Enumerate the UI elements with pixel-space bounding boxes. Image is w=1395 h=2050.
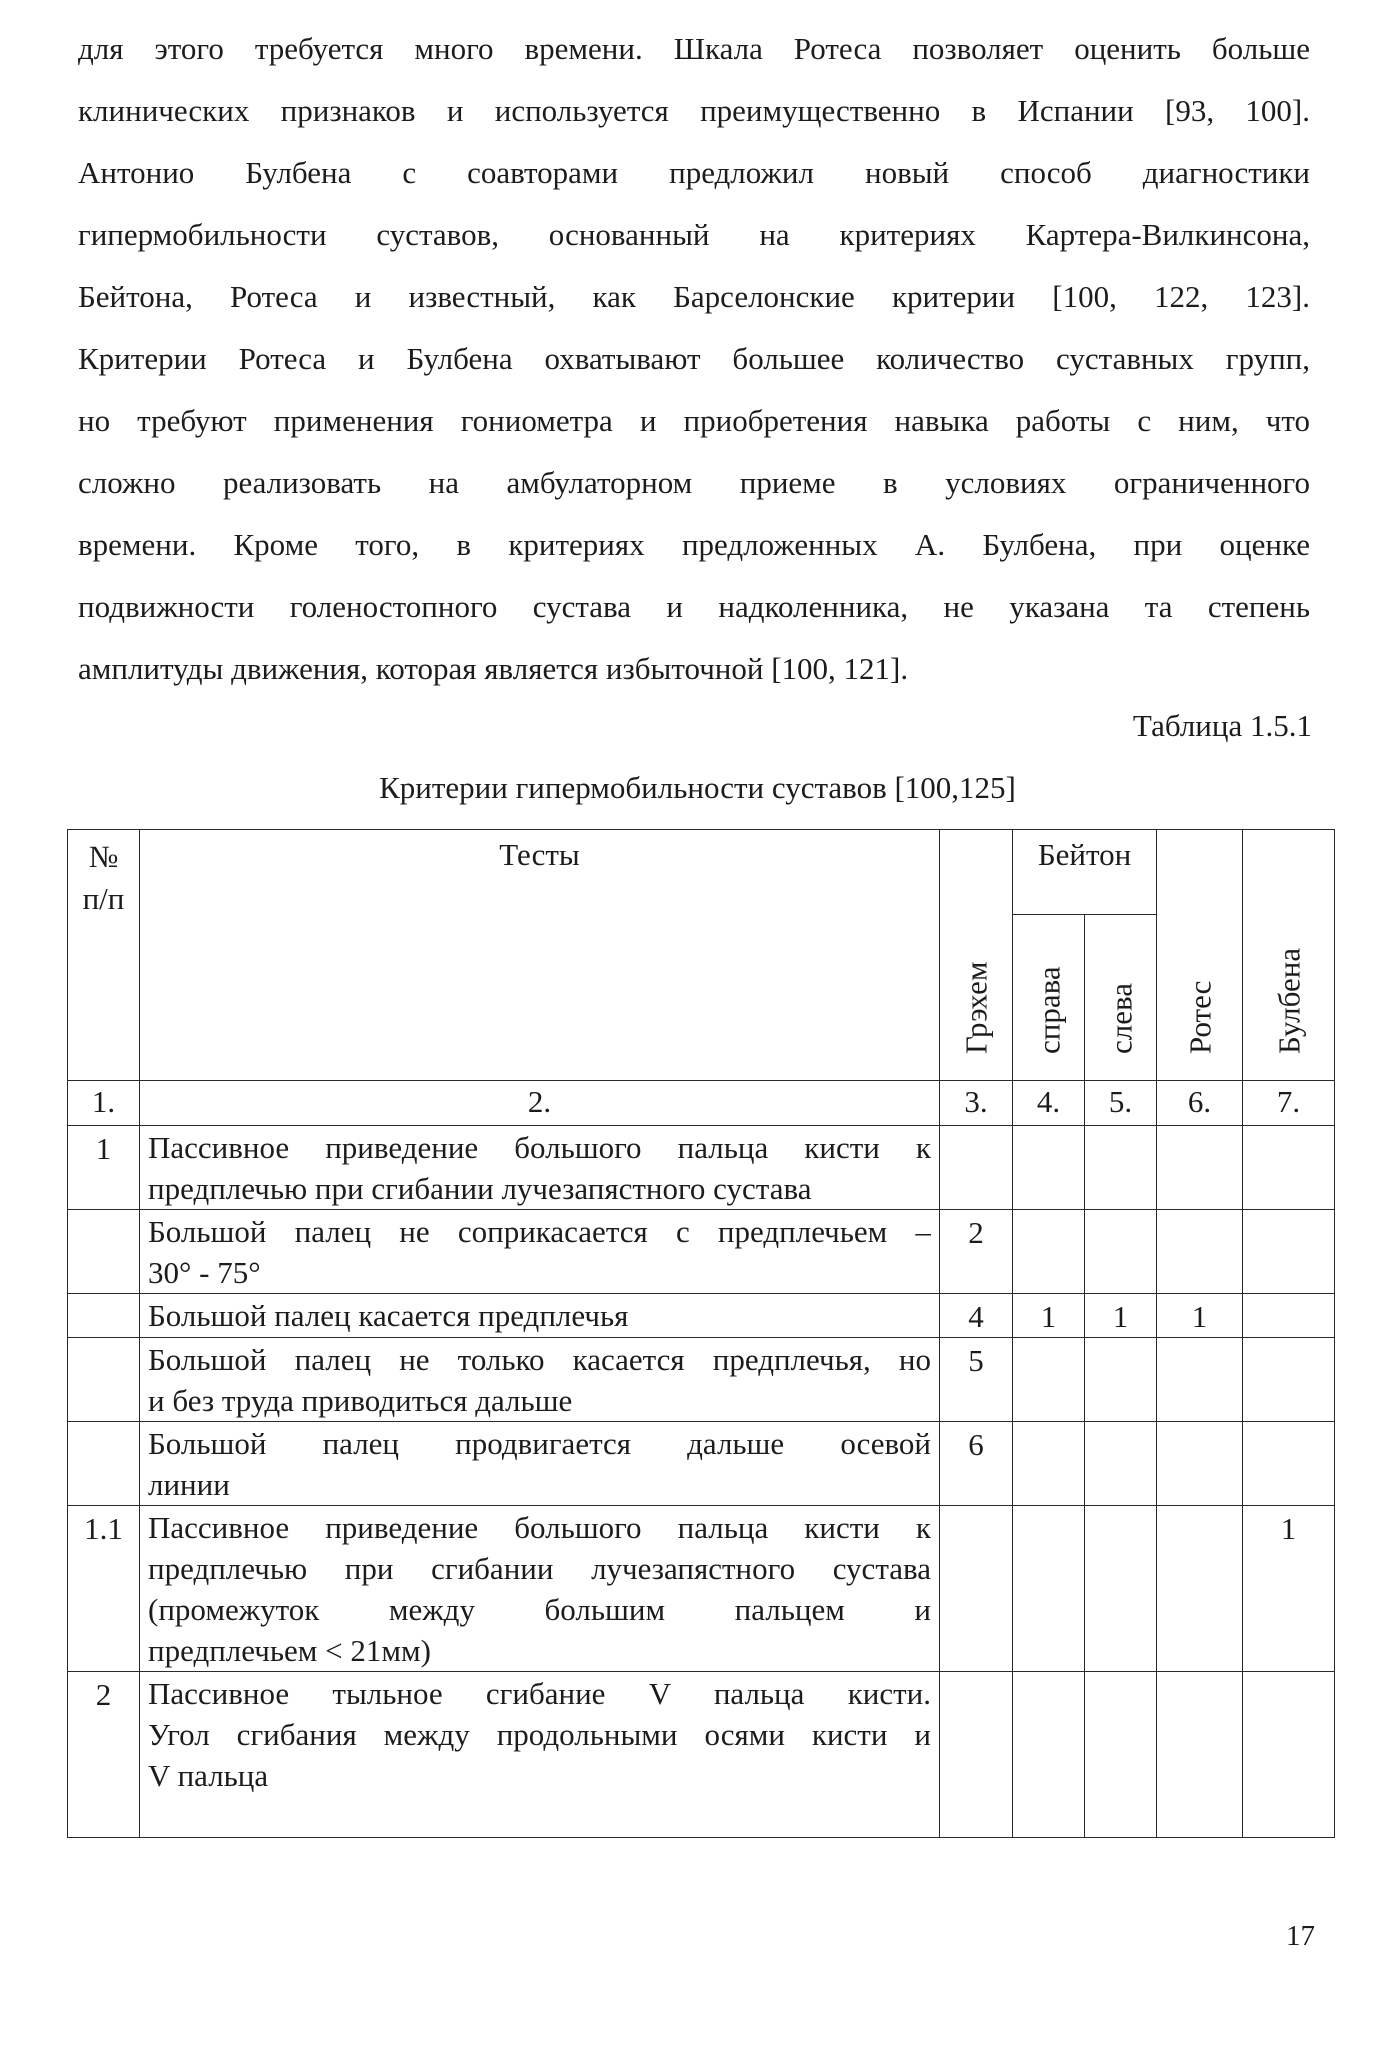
row-test <box>140 1422 940 1506</box>
header-bulbena-label: Булбена <box>1271 947 1307 1054</box>
table-row <box>68 1126 1335 1210</box>
header-number <box>68 830 140 1081</box>
cell-graham: 6 <box>940 1422 1013 1506</box>
header-bulbena <box>1243 830 1335 1081</box>
test-line: и без труда приводиться дальше <box>148 1383 573 1418</box>
cell-bulbena <box>1243 1422 1335 1506</box>
header-beyton: Бейтон <box>1013 830 1157 915</box>
cell-graham <box>940 1672 1013 1838</box>
test-line: Пассивное приведение большого пальца кисти к <box>148 1130 931 1165</box>
row-number: 2 <box>68 1672 140 1838</box>
row-test <box>140 1126 940 1210</box>
row-number <box>68 1422 140 1506</box>
cell-left <box>1085 1672 1157 1838</box>
cell-left <box>1085 1506 1157 1672</box>
paragraph-line: клинических признаков и используется преимущественно в Испании [93, 100]. <box>78 93 1310 128</box>
test-line: Большой палец продвигается дальше осевой <box>148 1426 931 1461</box>
cell-rotes <box>1157 1126 1243 1210</box>
cell-graham <box>940 1126 1013 1210</box>
cell-left <box>1085 1338 1157 1422</box>
column-number: 4. <box>1013 1081 1085 1126</box>
row-number <box>68 1338 140 1422</box>
column-number: 7. <box>1243 1081 1335 1126</box>
paragraph-line: но требуют применения гониометра и приобретения навыка работы с ним, что <box>78 403 1310 438</box>
paragraph-line: амплитуды движения, которая является избыточной [100, 121]. <box>78 651 909 686</box>
cell-rotes: 1 <box>1157 1294 1243 1338</box>
header-left-label: слева <box>1103 983 1138 1054</box>
paragraph-line: подвижности голеностопного сустава и надколенника, не указана та степень <box>78 589 1310 624</box>
cell-right: 1 <box>1013 1294 1085 1338</box>
paragraph-line: сложно реализовать на амбулаторном приеме в условиях ограниченного <box>78 465 1310 500</box>
test-line: Большой палец касается предплечья <box>148 1298 629 1333</box>
cell-right <box>1013 1506 1085 1672</box>
table-title: Критерии гипермобильности суставов [100,125] <box>379 770 1016 805</box>
cell-right <box>1013 1422 1085 1506</box>
test-line: V пальца <box>148 1758 269 1793</box>
cell-rotes <box>1157 1210 1243 1294</box>
cell-left <box>1085 1210 1157 1294</box>
cell-left: 1 <box>1085 1294 1157 1338</box>
cell-graham <box>940 1506 1013 1672</box>
row-test <box>140 1338 940 1422</box>
table-row <box>68 1210 1335 1294</box>
table-row <box>68 1338 1335 1422</box>
test-line: Пассивное приведение большого пальца кисти к <box>148 1510 931 1545</box>
row-number <box>68 1210 140 1294</box>
table-row <box>68 1672 1335 1838</box>
header-left <box>1085 915 1157 1081</box>
cell-bulbena <box>1243 1672 1335 1838</box>
table-row <box>68 1422 1335 1506</box>
header-graham-label: Грэхем <box>958 961 994 1054</box>
cell-right <box>1013 1210 1085 1294</box>
test-line: Угол сгибания между продольными осями кисти и <box>148 1717 931 1752</box>
cell-right <box>1013 1672 1085 1838</box>
test-line: предплечью при сгибании лучезапястного сустава <box>148 1551 931 1586</box>
test-line: 30° - 75° <box>148 1255 261 1290</box>
row-test <box>140 1294 940 1338</box>
cell-graham: 2 <box>940 1210 1013 1294</box>
header-number-abbr: п/п <box>82 881 125 916</box>
criteria-table <box>67 829 1335 1838</box>
paragraph-line: Бейтона, Ротеса и известный, как Барселонские критерии [100, 122, 123]. <box>78 279 1310 314</box>
cell-bulbena <box>1243 1126 1335 1210</box>
row-number: 1.1 <box>68 1506 140 1672</box>
cell-rotes <box>1157 1422 1243 1506</box>
row-test <box>140 1506 940 1672</box>
cell-right <box>1013 1126 1085 1210</box>
table-number: Таблица 1.5.1 <box>1132 708 1312 743</box>
header-rotes-label: Ротес <box>1182 980 1218 1054</box>
cell-right <box>1013 1338 1085 1422</box>
cell-rotes <box>1157 1672 1243 1838</box>
row-number: 1 <box>68 1126 140 1210</box>
row-test <box>140 1210 940 1294</box>
paragraph-line: времени. Кроме того, в критериях предложенных А. Булбена, при оценке <box>78 527 1310 562</box>
page-number: 17 <box>1286 1920 1315 1952</box>
paragraph-line: гипермобильности суставов, основанный на критериях Картера-Вилкинсона, <box>78 217 1310 252</box>
cell-graham: 5 <box>940 1338 1013 1422</box>
header-graham <box>940 830 1013 1081</box>
test-line: линии <box>148 1467 230 1502</box>
row-test <box>140 1672 940 1838</box>
header-right-label: справа <box>1031 966 1066 1054</box>
header-tests: Тесты <box>140 830 940 1081</box>
paragraph-line: Критерии Ротеса и Булбена охватывают большее количество суставных групп, <box>78 341 1310 376</box>
test-line: Пассивное тыльное сгибание V пальца кисти. <box>148 1676 931 1711</box>
column-number: 5. <box>1085 1081 1157 1126</box>
column-number: 2. <box>140 1081 940 1126</box>
cell-left <box>1085 1422 1157 1506</box>
paragraph-line: Антонио Булбена с соавторами предложил новый способ диагностики <box>78 155 1310 190</box>
test-line: Большой палец не соприкасается с предплечьем – <box>148 1214 931 1249</box>
body-paragraph <box>78 18 1310 700</box>
test-line: предплечьем < 21мм) <box>148 1633 431 1668</box>
header-right <box>1013 915 1085 1081</box>
column-number: 3. <box>940 1081 1013 1126</box>
cell-rotes <box>1157 1338 1243 1422</box>
cell-bulbena: 1 <box>1243 1506 1335 1672</box>
cell-left <box>1085 1126 1157 1210</box>
test-line: (промежуток между большим пальцем и <box>148 1592 931 1627</box>
cell-rotes <box>1157 1506 1243 1672</box>
paragraph-line: для этого требуется много времени. Шкала Ротеса позволяет оценить больше <box>78 31 1310 66</box>
header-number-symbol: № <box>88 839 119 874</box>
header-rotes <box>1157 830 1243 1081</box>
column-number-row <box>68 1081 1335 1126</box>
column-number: 6. <box>1157 1081 1243 1126</box>
row-number <box>68 1294 140 1338</box>
column-number: 1. <box>68 1081 140 1126</box>
test-line: предплечью при сгибании лучезапястного сустава <box>148 1171 812 1206</box>
cell-bulbena <box>1243 1338 1335 1422</box>
table-header-row <box>68 830 1335 915</box>
cell-bulbena <box>1243 1210 1335 1294</box>
cell-graham: 4 <box>940 1294 1013 1338</box>
table-row <box>68 1506 1335 1672</box>
cell-bulbena <box>1243 1294 1335 1338</box>
test-line: Большой палец не только касается предплечья, но <box>148 1342 931 1377</box>
table-row <box>68 1294 1335 1338</box>
